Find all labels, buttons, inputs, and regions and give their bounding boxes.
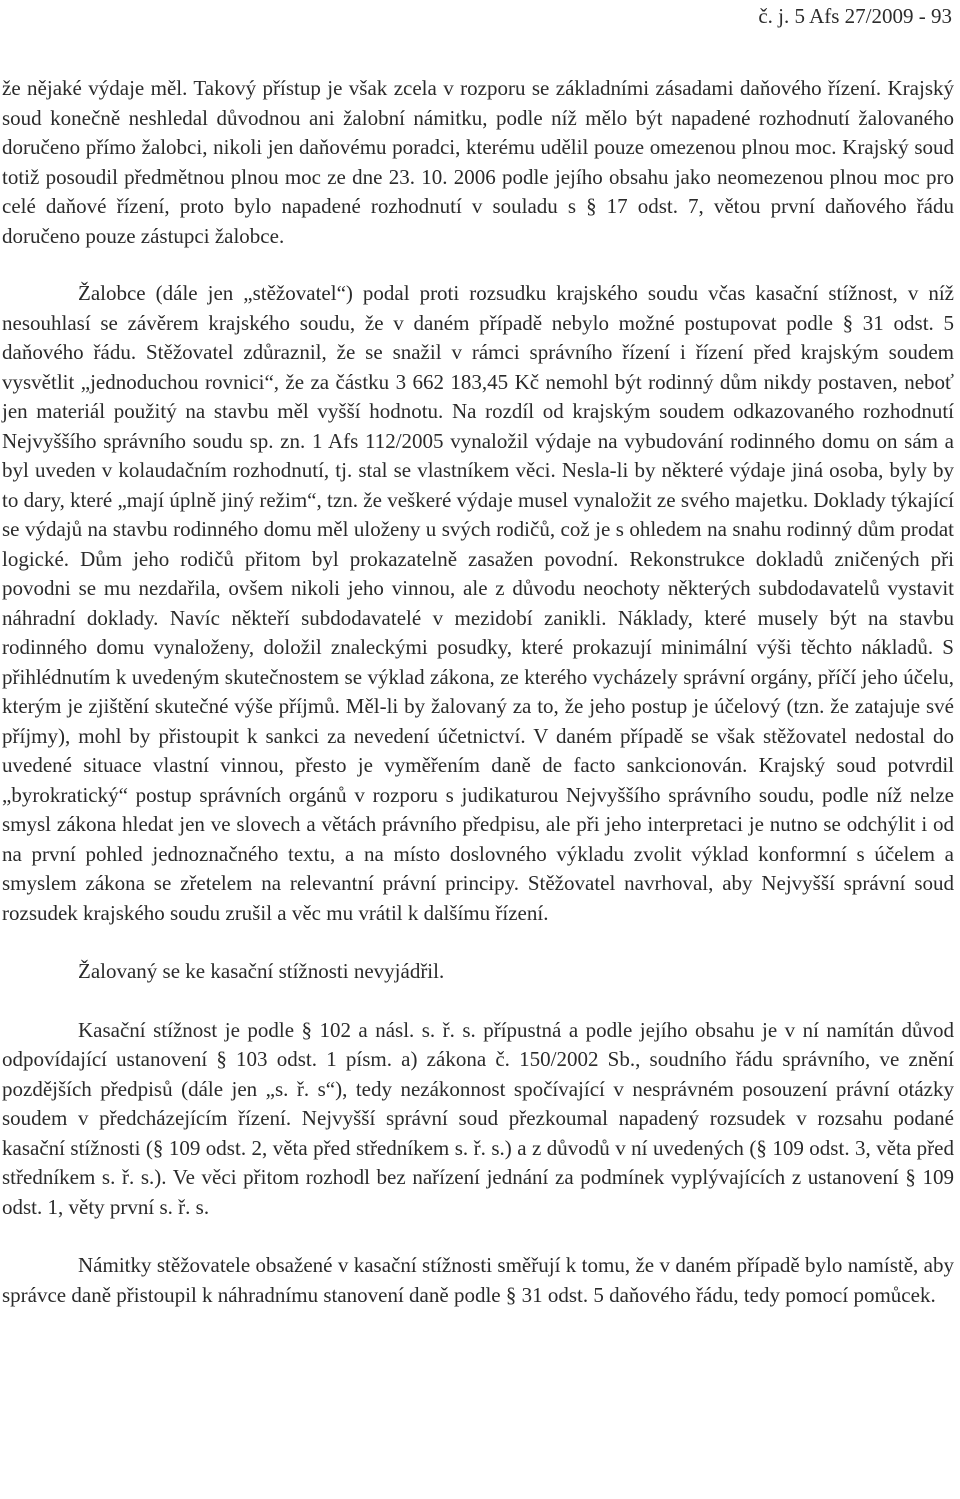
case-number-header: č. j. 5 Afs 27/2009 - 93	[758, 4, 952, 28]
document-body	[2, 74, 954, 1339]
paragraph-objections: Námitky stěžovatele obsažené v kasační stížnosti směřují k tomu, že v daném případě bylo namístě, aby správce daně přistoupil k náhradnímu stanovení daně podle § 31 odst. 5 daňového řádu, tedy pomocí pomůcek.	[2, 1253, 954, 1307]
paragraph-admissibility: Kasační stížnost je podle § 102 a násl. s. ř. s. přípustná a podle jejího obsahu je v ní namítán důvod odpovídající ustanovení § 103 odst. 1 písm. a) zákona č. 150/2002 Sb., soudního řádu správního, ve znění pozdějších předpisů (dále jen „s. ř. s“), tedy nezákonnost spočívající v nesprávném posouzení právní otázky soudem v předcházejícím řízení. Nejvyšší správní soud přezkoumal napadený rozsudek v rozsahu podané kasační stížnosti (§ 109 odst. 2, věta před středníkem s. ř. s.) a z důvodů v ní uvedených (§ 109 odst. 3, věta před středníkem s. ř. s.). Ve věci přitom rozhodl bez nařízení jednání za podmínek vyplývajících z ustanovení § 109 odst. 1, věty první s. ř. s.	[2, 1017, 954, 1219]
paragraph-defendant-response: Žalovaný se ke kasační stížnosti nevyjádřil.	[78, 959, 445, 983]
paragraph-complainant-argument: Žalobce (dále jen „stěžovatel“) podal proti rozsudku krajského soudu včas kasační stížnost, v níž nesouhlasí se závěrem krajského soudu, že v daném případě nebylo možné postupovat podle § 31 odst. 5 daňového řádu. Stěžovatel zdůraznil, že se snažil v rámci správního řízení i řízení před krajským soudem vysvětlit „jednoduchou rovnici“, že za částku 3 662 183,45 Kč nemohl být rodinný dům nikdy postaven, neboť jen materiál použitý na stavbu měl vyšší hodnotu. Na rozdíl od krajským soudem odkazovaného rozhodnutí Nejvyššího správního soudu sp. zn. 1 Afs 112/2005 vynaložil výdaje na vybudování rodinného domu on sám a byl uveden v kolaudačním rozhodnutí, tj. stal se vlastníkem věci. Nesla-li by některé výdaje jiná osoba, byly by to dary, které „mají úplně jiný režim“, tzn. že veškeré výdaje musel vynaložit ze svého majetku. Doklady týkající se výdajů na stavbu rodinného domu měl uloženy u svých rodičů, což je s ohledem na snahu rodinný dům prodat logické. Dům jeho rodičů přitom byl prokazatelně zasažen povodní. Rekonstrukce dokladů zničených při povodni se mu nezdařila, ovšem nikoli jeho vinnou, ale z důvodu neochoty některých subdodavatelů vystavit náhradní doklady. Navíc někteří subdodavatelé v mezidobí zanikli. Náklady, které musely být na stavbu rodinného domu vynaloženy, doložil znaleckými posudky, které prokazují minimální výši těchto nákladů. S přihlédnutím k uvedeným skutečnostem se výklad zákona, ze kterého vycházely správní orgány, příčí jeho účelu, kterým je zjištění skutečné výše příjmů. Měl-li by žalovaný za to, že jeho postup je účelový (tzn. že zatajuje své příjmy), mohl by přistoupit k sankci za nevedení účetnictví. V daném případě se však stěžovatel nedostal do uvedené situace vlastní vinnou, přesto je vyměřením daně de facto sankcionován. Krajský soud potvrdil „byrokratický“ postup správních orgánů v rozporu s judikaturou Nejvyššího správního soudu, podle níž nelze smysl zákona hledat jen ve slovech a větách právního předpisu, ale při jeho interpretaci je nutno se odchýlit i od na první pohled jednoznačného textu, a na místo doslovného výkladu zvolit výklad konformní s účelem a smyslem zákona se zřetelem na relevantní právní principy. Stěžovatel navrhoval, aby Nejvyšší správní soud rozsudek krajského soudu zrušil a věc mu vrátil k dalšímu řízení.	[2, 281, 954, 925]
paragraph-continuation: že nějaké výdaje měl. Takový přístup je však zcela v rozporu se základními zásadami daňového řízení. Krajský soud konečně neshledal důvodnou ani žalobní námitku, podle níž mělo být napadené rozhodnutí žalovaného doručeno přímo žalobci, nikoli jen daňovému poradci, kterému udělil pouze omezenou plnou moc. Krajský soud totiž posoudil předmětnou plnou moc ze dne 23. 10. 2006 podle jejího obsahu jako neomezenou plnou moc pro celé daňové řízení, proto bylo napadené rozhodnutí v souladu s § 17 odst. 7, větou první daňového řádu doručeno pouze zástupci žalobce.	[2, 76, 954, 248]
